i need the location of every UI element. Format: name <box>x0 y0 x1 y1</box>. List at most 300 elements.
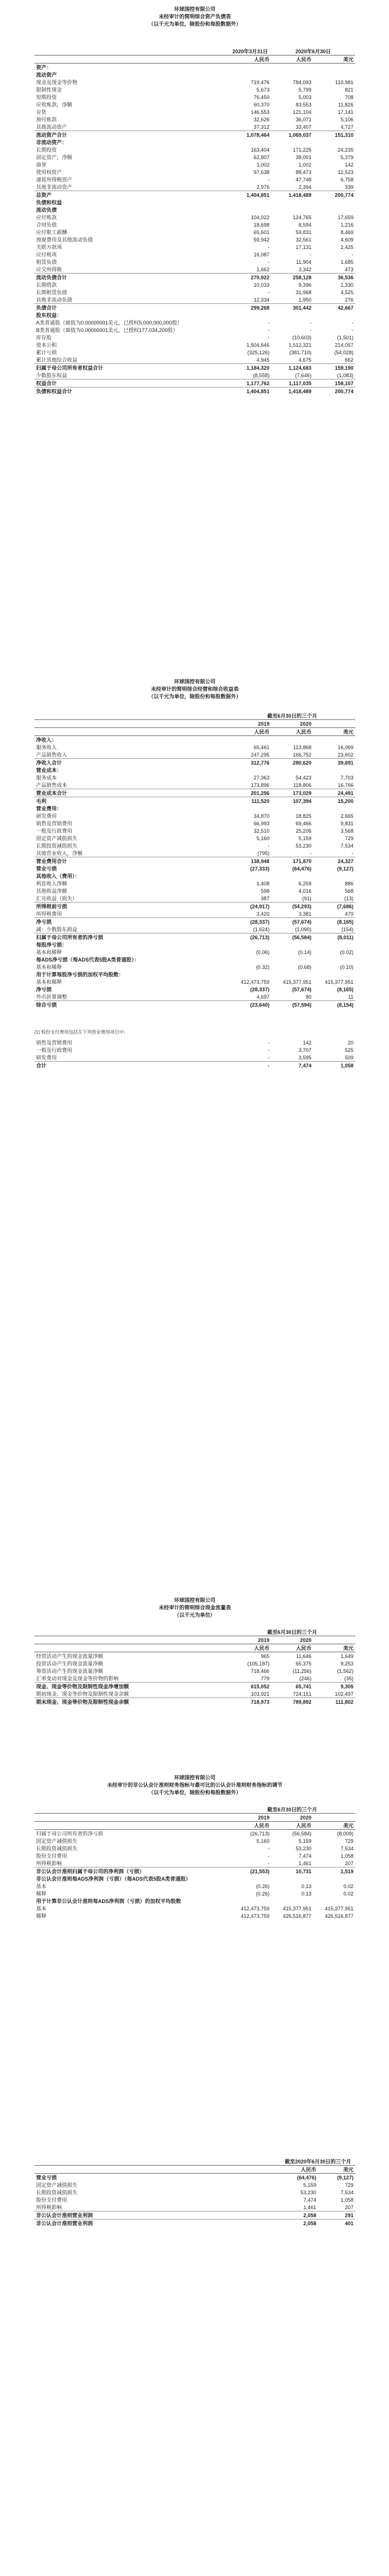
row-value: 1,512,321 <box>288 342 312 348</box>
currency-col: 美元 <box>313 1644 355 1652</box>
row-value: 1,002 <box>298 161 312 168</box>
row-label: 净亏损 <box>36 987 52 992</box>
table-row <box>34 387 355 395</box>
row-value: - <box>309 327 312 333</box>
row-label: 限制性现金 <box>36 87 62 93</box>
row-label: 基本 <box>36 1906 47 1912</box>
row-value: 16,069 <box>337 744 353 750</box>
table-row <box>34 243 355 251</box>
row-label: 产品销售收入 <box>36 752 68 758</box>
table-row <box>34 86 355 93</box>
table-row <box>34 1698 355 1706</box>
row-value: 110,981 <box>335 79 353 85</box>
row-value: 5,379 <box>340 154 353 160</box>
row-value: 39,691 <box>313 759 355 767</box>
row-label: 短期投资 <box>36 94 57 100</box>
row-value: 598 <box>261 888 270 894</box>
row-value: 1,519 <box>313 1867 355 1875</box>
table-row <box>34 1867 355 1875</box>
row-label: 外币折算调整 <box>36 994 68 1000</box>
row-value: - <box>309 319 312 326</box>
row-label: 长期投资减值损失 <box>36 1846 78 1851</box>
row-value: - <box>229 1062 271 1070</box>
row-label: 归属于母公司所有者的净亏损 <box>36 1831 104 1837</box>
currency-col: 人民币 <box>271 1644 313 1652</box>
row-value: (10,603) <box>292 334 312 341</box>
row-value: 4,675 <box>298 357 312 363</box>
table-row <box>34 986 355 993</box>
cashflow-title: 未经审计的简明综合现金流量表 <box>158 1605 231 1611</box>
row-value: 54,423 <box>296 774 312 781</box>
currency-col: 人民币 <box>271 56 313 64</box>
table-row <box>34 1852 355 1859</box>
row-value <box>271 805 313 812</box>
table-row <box>34 910 355 918</box>
row-value: 2,665 <box>340 813 353 819</box>
row-value: 7,534 <box>340 2189 353 2195</box>
row-value: (28,337) <box>250 986 270 992</box>
row-value: 1,504,646 <box>246 342 270 348</box>
row-value: 615,052 <box>229 1683 271 1691</box>
table-row <box>34 191 355 199</box>
row-value <box>313 941 355 948</box>
table-row <box>34 1882 355 1890</box>
row-label: 其他非流动负债 <box>36 297 73 303</box>
table-row <box>34 123 355 131</box>
company-name: 环球国控有限公司 <box>174 1597 215 1603</box>
row-label: 非公认会计准则每ADS净利润（亏损）（每ADS代表5股A类普通股） <box>36 1876 191 1882</box>
row-value <box>271 736 313 744</box>
table-row <box>34 933 355 941</box>
row-value: (8,154) <box>313 1001 355 1009</box>
row-value: (0.14) <box>298 949 312 955</box>
row-value: 11,826 <box>338 101 353 108</box>
row-value: 80 <box>305 994 312 1000</box>
row-label: 净亏损 <box>34 918 229 926</box>
row-value: 718,466 <box>250 1668 270 1674</box>
row-value: 415,377,951 <box>282 979 312 985</box>
row-value: (26,713) <box>229 933 271 941</box>
row-label: 基本 <box>36 1883 47 1889</box>
nongaap-unit: （以千元为单位，除股份和每股数据外） <box>148 1790 241 1795</box>
row-value: (9,127) <box>337 2174 353 2181</box>
row-value: - <box>268 244 270 250</box>
row-value: 247,295 <box>250 751 270 758</box>
nongaap-section <box>34 1774 355 1920</box>
row-value: 62,807 <box>253 154 270 160</box>
table-row <box>34 2189 355 2196</box>
row-value <box>271 206 313 213</box>
row-value: (11,256) <box>292 1668 312 1674</box>
row-value: 2,976 <box>256 184 270 190</box>
row-value: 9,253 <box>340 1660 353 1667</box>
row-label: 所得税影响 <box>36 2205 62 2210</box>
row-value: 1,058 <box>340 1853 353 1859</box>
row-label: 利息收入净额 <box>36 881 68 887</box>
table-row <box>34 805 355 812</box>
row-value: 36,071 <box>296 116 312 122</box>
year-col: 2019 <box>229 720 271 728</box>
row-value: 9,305 <box>313 1683 355 1691</box>
row-label: 合同负债 <box>36 222 57 228</box>
currency-col: 美元 <box>318 2166 355 2174</box>
company-name: 环球国控有限公司 <box>174 1775 215 1780</box>
row-label: 现金及现金等价物 <box>36 80 78 85</box>
row-label: 长期投资减值损失 <box>36 2190 78 2195</box>
table-row <box>34 789 355 797</box>
row-label: B类普通股（面值为0.00000001美元，已授权177,034,200股） <box>36 327 178 333</box>
row-value: 1,404,851 <box>229 387 271 395</box>
row-value: (54,293) <box>271 903 313 911</box>
row-value: 3,342 <box>298 266 312 272</box>
row-value: 6,758 <box>340 176 353 183</box>
row-value: (8,011) <box>313 933 355 941</box>
table-row <box>34 221 355 228</box>
table-row <box>34 941 355 948</box>
row-value: - <box>268 319 270 326</box>
row-label: 归属于母公司所有者的净亏损 <box>34 933 229 941</box>
row-value: 207 <box>344 2204 353 2210</box>
row-value: 36,536 <box>313 274 355 282</box>
row-value: 173,896 <box>250 782 270 788</box>
row-value: 201,256 <box>229 789 271 797</box>
table-row <box>34 857 355 865</box>
row-value <box>229 1897 271 1905</box>
balance-sheet-title: 未经审计的简明综合资产负债表 <box>158 14 231 19</box>
table-row <box>34 168 355 176</box>
row-value: - <box>309 251 312 258</box>
share-comp-note: (1) 股份支付费用包括在下列营业费用项目中： <box>34 1030 128 1035</box>
table-row <box>34 161 355 168</box>
row-value <box>229 206 271 213</box>
row-value: 53,230 <box>300 2189 316 2195</box>
row-value: 24,235 <box>337 147 353 153</box>
row-value <box>313 805 355 812</box>
row-value: 568 <box>344 888 353 894</box>
row-label: 固定资产减值损失 <box>36 2182 78 2188</box>
row-value: 729 <box>344 2182 353 2188</box>
row-value: 38,001 <box>296 154 312 160</box>
row-value: 7,474 <box>298 1853 312 1859</box>
row-value <box>229 941 271 948</box>
row-value: 76,450 <box>253 94 270 100</box>
row-value: 415,377,951 <box>324 1905 353 1912</box>
row-value <box>313 64 355 72</box>
row-value: - <box>268 176 270 183</box>
date-header-row <box>34 48 355 56</box>
table-row <box>34 1875 355 1882</box>
row-value <box>313 139 355 146</box>
row-value: (1,624) <box>253 926 270 932</box>
row-value <box>229 805 271 812</box>
table-row <box>34 139 355 146</box>
period-header: 截至6月30日的三个月 <box>229 1806 355 1814</box>
row-value: 718,973 <box>229 1698 271 1706</box>
row-value: (1,083) <box>337 372 353 378</box>
row-value: 151,310 <box>313 131 355 139</box>
row-value: 5,799 <box>298 86 312 93</box>
row-label: 稀释 <box>36 1891 47 1897</box>
table-row <box>34 820 355 827</box>
row-label: 汇兑收益（损失） <box>36 896 78 901</box>
row-value: (7,686) <box>313 903 355 911</box>
row-label: 其他收入（费用）： <box>36 873 80 879</box>
table-row <box>34 895 355 903</box>
row-value: 166,752 <box>293 751 312 758</box>
row-value: 724,151 <box>293 1691 312 1697</box>
row-value <box>271 1875 313 1882</box>
row-value: 15,200 <box>313 797 355 805</box>
row-value: 1,078,464 <box>229 131 271 139</box>
row-value: 0.02 <box>343 1890 353 1897</box>
row-value: 789,892 <box>271 1698 313 1706</box>
row-label: 应付账款 <box>36 215 57 220</box>
row-value: 12,523 <box>337 169 353 175</box>
row-value <box>313 311 355 319</box>
row-value: (8,558) <box>253 372 270 378</box>
row-value: - <box>268 1047 270 1053</box>
row-label: 股份支付费用 <box>36 1853 68 1859</box>
table-row <box>34 2211 355 2219</box>
row-value: (1,562) <box>337 1668 353 1674</box>
currency-col: 美元 <box>313 728 355 736</box>
row-value: 7,474 <box>271 1062 313 1070</box>
row-label: 商誉 <box>36 162 47 168</box>
row-label: A类普通股（面值为0.00000001美元，已授权5,000,000,000股） <box>36 320 183 326</box>
row-value: 159,190 <box>313 364 355 372</box>
row-value: 415,377,951 <box>324 979 353 985</box>
row-label: 长期借款 <box>36 282 57 288</box>
table-row <box>34 872 355 880</box>
row-label: 服务成本 <box>36 775 57 781</box>
row-label: 营业亏损 <box>36 2175 57 2181</box>
row-value: 10,731 <box>271 1867 313 1875</box>
row-value: 3,595 <box>298 1054 312 1061</box>
row-value: (64,476) <box>292 865 312 872</box>
table-row <box>34 1690 355 1698</box>
row-value: (64,476) <box>297 2174 316 2181</box>
row-value <box>271 766 313 774</box>
table-row <box>34 64 355 72</box>
table-row <box>34 880 355 887</box>
row-value: 59,942 <box>253 236 270 243</box>
row-label: 非公认会计准则归属于母公司的净利润（亏损） <box>34 1867 229 1875</box>
row-label: 用于计算每股净亏损的加权平均股数： <box>36 972 124 978</box>
table-row <box>34 1652 355 1660</box>
table-row <box>34 903 355 911</box>
row-value: 509 <box>344 1054 353 1061</box>
row-value <box>313 872 355 880</box>
row-value: 1,216 <box>340 221 353 228</box>
table-row <box>34 364 355 372</box>
row-value: 53,230 <box>296 1845 312 1851</box>
row-value: 32,561 <box>296 236 312 243</box>
row-value: 17,131 <box>296 244 312 250</box>
nongaap-operating-section <box>34 2158 355 2227</box>
row-value <box>271 199 313 206</box>
table-row <box>34 743 355 751</box>
row-value <box>271 872 313 880</box>
row-value: 412,473,759 <box>241 1913 270 1919</box>
table-row <box>34 296 355 304</box>
table-row <box>34 963 355 971</box>
row-value: 258,128 <box>271 274 313 282</box>
row-value <box>313 971 355 978</box>
row-label: 产品销售成本 <box>36 782 68 788</box>
row-value: 5,159 <box>298 1838 312 1844</box>
row-value <box>313 199 355 206</box>
cashflow-unit: （以千元为单位） <box>174 1612 215 1618</box>
row-label: 每股净亏损： <box>36 942 68 948</box>
row-value: 11,646 <box>296 1653 312 1659</box>
row-value: 10,033 <box>253 282 270 288</box>
row-value: 31,968 <box>296 289 312 295</box>
table-row <box>34 1859 355 1867</box>
row-label: 资产： <box>36 65 52 70</box>
row-value: 270,922 <box>229 274 271 282</box>
row-value: 1,124,683 <box>271 364 313 372</box>
table-row <box>34 146 355 153</box>
table-row <box>34 71 355 78</box>
row-value: 18,698 <box>253 221 270 228</box>
row-label: 其他非流动资产 <box>36 184 73 190</box>
row-value: 4,727 <box>340 124 353 130</box>
row-value: 1,117,035 <box>271 379 313 387</box>
row-label: 累计其他综合收益 <box>36 357 78 363</box>
row-value <box>229 872 271 880</box>
row-value: 142 <box>302 1039 312 1046</box>
currency-col: 人民币 <box>271 1822 313 1830</box>
table-row <box>34 1039 355 1046</box>
table-row <box>34 371 355 379</box>
row-value: 200,774 <box>313 387 355 395</box>
row-value <box>313 956 355 963</box>
period-header: 截至2020年6月30日的三个月 <box>281 2158 355 2166</box>
row-value: - <box>352 319 353 326</box>
row-value: - <box>268 259 270 265</box>
row-value: 2,425 <box>340 244 353 250</box>
table-row <box>34 1912 355 1920</box>
row-value: 104,022 <box>250 214 270 220</box>
row-value <box>271 64 313 72</box>
balance-sheet-unit: （以千元为单位，除股份和每股数据外） <box>148 21 241 27</box>
row-value: 0.13 <box>301 1883 312 1889</box>
row-label: 非公认会计准则营业利润 <box>34 2211 281 2219</box>
currency-col: 人民币 <box>281 2166 318 2174</box>
table-row <box>34 341 355 349</box>
row-value <box>229 71 271 78</box>
row-value: 111,802 <box>313 1698 355 1706</box>
row-value: 66,993 <box>253 820 270 826</box>
row-value: 113,868 <box>293 744 312 750</box>
table-row <box>34 1890 355 1897</box>
row-label: 稀释 <box>36 1913 47 1919</box>
row-label: 累计亏损 <box>36 350 57 355</box>
row-value: (1,090) <box>295 926 312 932</box>
row-label: 存货 <box>36 109 47 115</box>
currency-col: 人民币 <box>229 728 271 736</box>
row-value: 1,649 <box>340 1653 353 1659</box>
row-value: 17,141 <box>337 109 353 115</box>
row-value: 111,520 <box>229 797 271 805</box>
table-row <box>34 2219 355 2227</box>
table-row <box>34 116 355 123</box>
row-value: - <box>268 1860 270 1866</box>
row-value: - <box>268 1845 270 1851</box>
table-row <box>34 349 355 356</box>
table-row <box>34 849 355 857</box>
row-label: 研发费用 <box>36 813 57 819</box>
row-value <box>229 956 271 963</box>
row-label: 其他收益净额 <box>36 888 68 894</box>
operations-title: 未经审计的简明综合经营和综合收益表 <box>151 686 239 692</box>
row-value: 473 <box>344 266 353 272</box>
row-value: 784,093 <box>293 79 312 85</box>
row-value: (21,553) <box>229 1867 271 1875</box>
row-value: 1,330 <box>340 282 353 288</box>
row-value: 7,474 <box>303 2197 316 2203</box>
row-label: 所得税前亏损 <box>34 903 229 911</box>
table-row <box>34 736 355 744</box>
row-value: (1,501) <box>337 334 353 341</box>
currency-col: 美元 <box>313 1822 355 1830</box>
row-value: 158,107 <box>313 379 355 387</box>
row-value: - <box>352 850 353 856</box>
row-value: 4,525 <box>340 289 353 295</box>
table-row <box>34 1062 355 1070</box>
row-label: 流动负债 <box>36 207 57 213</box>
row-label: 流动资产合计 <box>34 131 229 139</box>
row-label: 负债合计 <box>34 304 229 312</box>
currency-col: 人民币 <box>271 728 313 736</box>
row-value <box>229 766 271 774</box>
table-row <box>34 251 355 258</box>
row-value: (9,127) <box>337 865 353 872</box>
nongaap-title: 未经审计的非公认会计准则财务指标与最可比的公认会计准则财务指标的调节 <box>107 1782 282 1788</box>
table-row <box>34 1001 355 1009</box>
row-label: 负债和权益合计 <box>34 387 229 395</box>
row-label: 其他流动资产 <box>36 124 68 130</box>
table-row <box>34 2181 355 2189</box>
table-row <box>34 153 355 161</box>
row-value: (27,333) <box>250 865 270 872</box>
row-label: 一般及行政费用 <box>36 828 73 834</box>
currency-col: 美元 <box>313 56 355 64</box>
row-value: 60,370 <box>253 101 270 108</box>
table-row <box>34 978 355 986</box>
row-value: (8,165) <box>337 986 353 992</box>
table-row <box>34 288 355 296</box>
row-label: 每ADS净亏损（每ADS代表5股A类普通股）： <box>36 957 140 963</box>
row-value: 171,225 <box>293 147 312 153</box>
row-value: 23,602 <box>337 751 353 758</box>
row-value: 18,825 <box>296 813 312 819</box>
row-value: 1,418,489 <box>271 387 313 395</box>
row-value <box>271 139 313 146</box>
row-value: 32,626 <box>253 116 270 122</box>
operations-unit: （以千元为单位，除股份和每股数据外） <box>148 694 241 699</box>
row-value: 24,327 <box>313 857 355 865</box>
row-value: 525 <box>344 1047 353 1053</box>
row-value: 163,404 <box>250 147 270 153</box>
row-label: 非公认会计准则营业利润 <box>34 2219 281 2227</box>
row-value: 4,016 <box>298 888 312 894</box>
row-value: 276 <box>344 296 353 303</box>
table-row <box>34 956 355 963</box>
row-value: 11 <box>348 994 353 1000</box>
operations-section <box>34 678 355 1069</box>
row-label: 投资活动产生的现金流量净额 <box>36 1661 104 1667</box>
